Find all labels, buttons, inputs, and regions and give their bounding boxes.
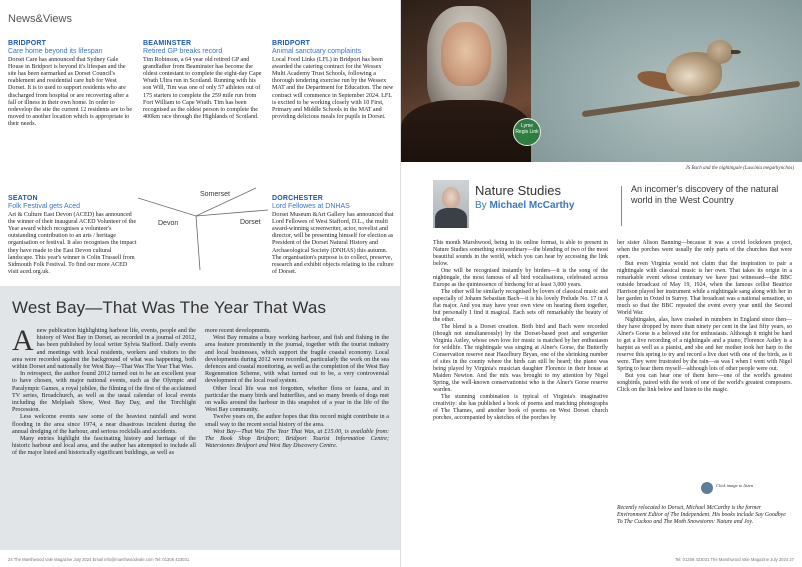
listen-link-text[interactable]: Click image to listen <box>716 483 754 488</box>
nature-paragraph: The stunning combination is typical of Virginia's imaginative creativity: she has published a book of poems and matching photographs of The Thames, and another book of poems on West Dorset church porches, accompanied by sketches of the porches by <box>433 394 608 421</box>
news-headline: Folk Festival gets Aced <box>8 203 80 210</box>
news-item-seaton <box>8 195 138 276</box>
column-subtitle: An incomer's discovery of the natural world in the West Country <box>631 184 779 205</box>
photo-caption: JS Bach and the nightingale (Luscinia megarhynchos) <box>685 166 794 171</box>
bach-face <box>441 22 491 86</box>
nightingale-head <box>707 40 733 64</box>
news-body: Art & Culture East Devon (ACED) has announced the winner of their inaugural ACED Volunteer of the Year award which recognises a volunteer's outstanding contribution to an arts / heritage organisation or festival. It also recognises the impact they have made to the East Devon cultural landscape. This year's winner is Colin Trussell from Sidmouth Folk Festival. To find our more ACED visit aced.org.uk. <box>8 211 137 276</box>
header-divider <box>621 186 622 226</box>
news-place: SEATON <box>8 195 38 202</box>
bach-portrait <box>401 0 531 162</box>
news-place: BRIDPORT <box>272 40 311 47</box>
westbay-paragraph-text: new publication highlighting harbour life, events, people and the history of West Bay in Dorset, as recorded in a journal of 2012, has been published by local writer Sylvia Stafford. Daily events and meetings with local residents, workers and visitors to the area were recorded against the background of what was happening, both within Dorset and nationally for West Bay—That Was The Year That Was. <box>12 328 196 371</box>
news-place: BRIDPORT <box>8 40 47 47</box>
westbay-paragraph: more recent developments. <box>205 328 271 334</box>
author-name: Michael McCarthy <box>489 200 575 211</box>
map-border-line <box>196 216 200 270</box>
news-headline: Animal sanctuary complaints <box>272 48 362 55</box>
byline <box>475 200 574 211</box>
news-headline: Care home beyond its lifespan <box>8 48 103 55</box>
news-place: DORCHESTER <box>272 195 324 202</box>
westbay-paragraph: West Bay remains a busy working harbour, and fish and fishing in the area feature prominently in the journal, together with the tourist industry and local businesses, which support the fragile coastal economy. Local developments during 2012 were recorded, particularly the work on the sea defences and coastal monitoring, as well as the completion of the West Bay Regeneration Scheme, with what turned out to be, a very controversial development of the local road system. <box>205 335 389 385</box>
westbay-article <box>0 286 401 550</box>
news-place: BEAMINSTER <box>143 40 192 47</box>
news-headline: Retired GP breaks record <box>143 48 223 55</box>
nature-column-2 <box>617 240 792 394</box>
map-label-somerset: Somerset <box>200 191 230 198</box>
nature-paragraph: her sister Alison Banning—because it was a covid lockdown project, when the porches were usually the only parts of the churches that were open. <box>617 240 792 260</box>
play-audio-icon[interactable] <box>701 482 713 494</box>
nature-paragraph: The other will be similarly recognised by lovers of classical music and especially of Johann Sebastian Bach—it is his lovely Prelude No. 17 in A flat major. And you may have your own view on hearing them together, but personally I find it magical. Each sets off remarkably the beauty of the other. <box>433 289 608 323</box>
nightingale-beak <box>731 50 741 54</box>
map-label-devon: Devon <box>158 220 179 227</box>
westbay-title: West Bay—That Was The Year That Was <box>12 298 327 317</box>
nature-paragraph: One will be recognised instantly by birders—it is the song of the nightingale, the most famous of all bird vocalisations, celebrated across Europe as the quintessence of birdsong for at least 3,000 years. <box>433 268 608 288</box>
westbay-paragraph: Other local life was not forgotten, whether flora or fauna, and in particular the many birds and butterflies, and so many breeds of dogs met on walks around the harbour in this snapshot of a year in the life of the West Bay community. <box>205 385 389 414</box>
map-border-line <box>138 188 256 216</box>
footer-left: 24 The Marshwood Vale Magazine July 2024 Email info@marshwoodvale.com Tel: 01308 423031 <box>8 557 190 562</box>
dropcap: A <box>12 324 34 357</box>
author-head <box>442 187 460 209</box>
footer-right: Tel: 01308 423031 The Marshwood Vale Magazine July 2024 27 <box>674 557 794 562</box>
westbay-paragraph: West Bay—That Was The Year That Was, at £15.00, is available from: The Book Shop Bridport; Bridport Tourist Information Centre; Waterstones Bridport and West Bay Discovery Centre. <box>205 428 389 450</box>
news-item-bridport-care-home <box>8 40 135 129</box>
nature-paragraph: But you can hear one of them here—one of the world's greatest songbirds, paired with the work of one of the world's greatest composers. Click on the link below and listen to the magic. <box>617 373 792 393</box>
bach-nightingale-photo[interactable] <box>401 0 802 162</box>
column-title: Nature Studies <box>475 183 561 198</box>
nature-paragraph: This month Marshwood, being in its online format, is able to present in Nature Studies something extraordinary—the blending of two of the most beautiful sounds in the world, which you can hear by accessing the link below. <box>433 240 608 267</box>
westbay-paragraph: Twelve years on, the author hopes that this record might contribute in a small way to the recent social history of the area. <box>205 414 389 428</box>
right-page <box>401 0 802 567</box>
nature-paragraph: But even Virginia would not claim that the inspiration to pair a nightingale with classical music is her own. That takes its origin in a remarkable event whose centenary we have just witnessed—the BBC outside broadcast of May 19, 1924, when the famous cellist Beatrice Harrison played her instrument while a nightingale sang along with her in her garden in Oxted in Surrey. That broadcast was a national sensation, so much so that the BBC repeated the event every year until the Second World War. <box>617 261 792 316</box>
region-map <box>138 160 272 270</box>
listen-link[interactable] <box>701 482 761 498</box>
news-item-dorchester <box>272 195 396 276</box>
byline-by: By <box>475 200 490 211</box>
news-body: Local Food Links (LFL) in Bridport has been awarded the catering contract for the Wessex Multi Academy Trust Schools, following a thorough tendering exercise run by the Wessex MAT and the Department for Education. The new contract will commence in September 2024. LFL is excited to be working closely with 10 First, Primary and Middle Schools in the MAT and providing delicious meals for pupils in Dorset. <box>272 56 394 121</box>
nature-paragraph: The blend is a Dorset creation. Both bird and Bach were recorded (though not simultaneously) by the Dorset-based poet and songwriter Virginia Astley, whose own love for music is matched by her enthusiasm for wildlife. The nightingale was singing at Alner's Gorse, the Butterfly Conservation reserve near Hazelbury Bryan, one of the shrinking number of sites in the county where the birds can still be heard; the piano was being played by Virginia's musician daughter Florence in their house at Maiden Newton. And the mix was brought to my attention by Nigel Spring, the well-known conservationist who is the Alner's Gorse reserve warden. <box>433 324 608 393</box>
nature-paragraph: Nightingales, alas, have crashed in numbers in England since then—they have dropped by more than ninety per cent in the last fifty years, so Alner's Gorse is a beloved site for enthusiasts. Although it might be hard to get a live recording of a nightingale and a piano, Florence Astley is a harpist as well as a pianist, and she and her mother took her harp to the reserve this spring to try and record a live duet with one of the birds, as it were. They were frustrated by the rain—as was I when I went with Nigel Spring to hear them myself—although lots of other people were out. <box>617 317 792 372</box>
news-headline: Lord Fellowes at DNHAS <box>272 203 350 210</box>
nature-column-1 <box>433 240 608 422</box>
westbay-paragraph: Many entries highlight the fascinating history and heritage of the historic harbour and local area, and the author has attempted to include all of the major listed and historically significant buildings, as well as <box>12 436 196 457</box>
author-bio: Recently relocated to Dorset, Michael McCarthy is the former Environment Editor of The Independent. His books include Say Goodbye To The Cuckoo and The Moth Snowstorm: Nature and Joy. <box>617 505 786 525</box>
news-item-beaminster <box>143 40 265 121</box>
news-body: Dorset Museum &Art Gallery has announced that Lord Fellowes of West Stafford, D.L., the multi award-winning screenwriter, actor, novelist and director, will be presenting himself for election as President of the Dorset Natural History and Archaeological Society (DNHAS) this autumn. The organisation's purpose is to collect, preserve, research and exhibit objects relating to the culture of Dorset. <box>272 211 394 276</box>
section-label: News&Views <box>8 13 72 25</box>
bach-coat <box>401 100 531 162</box>
westbay-column-2 <box>205 328 389 450</box>
map-label-dorset: Dorset <box>240 219 261 226</box>
news-body: Tim Robinson, a 64 year old retired GP and grandfather from Beaminster has become the oldest contestant to complete the eight-day Cape Wrath Ultra run in Scotland. Running with his son Will, Tim was one of only 57 athletes out of 175 starters to complete the 259 mile run from Fort William to Cape Wrath. Tim has been recognised as the oldest person to complete the 400km race through the Highlands of Scotland. <box>143 56 262 121</box>
westbay-column-1 <box>12 324 196 458</box>
westbay-paragraph: In retrospect, the author found 2012 turned out to be an excellent year to have chosen, with major national events, such as the Olympic and Paralympic Games, a royal jubilee, the filming of the first of the acclaimed TV series, Broadchurch, as well as the usual calendar of local events including the Melplash Show, West Bay Day, and the Torchlight Procession. <box>12 371 196 414</box>
author-body <box>435 208 467 228</box>
news-body: Dorset Care has announced that Sydney Gale House in Bridport is beyond it's lifespan and the site has been earmarked as Dorset Council's reablement and residential care hub for West Dorset. It is to used to support residents who are discharged from hospital or are recovering after a fall or illness in their own home. In order to redevelop the site the current 12 residents are to be moved to another location which is appropriate to their needs. <box>8 56 133 128</box>
westbay-paragraph <box>12 324 196 371</box>
westbay-paragraph: Less welcome events saw some of the heaviest rainfall and worst flooding in the area since 1974, a near disastrous incident during the annual dredging of the harbour, and serious rockfalls and accidents. <box>12 414 196 435</box>
news-item-bridport-animal-sanctuary <box>272 40 396 121</box>
link-badge[interactable]: Lyme Regis Link <box>513 118 541 146</box>
author-photo <box>433 180 469 228</box>
